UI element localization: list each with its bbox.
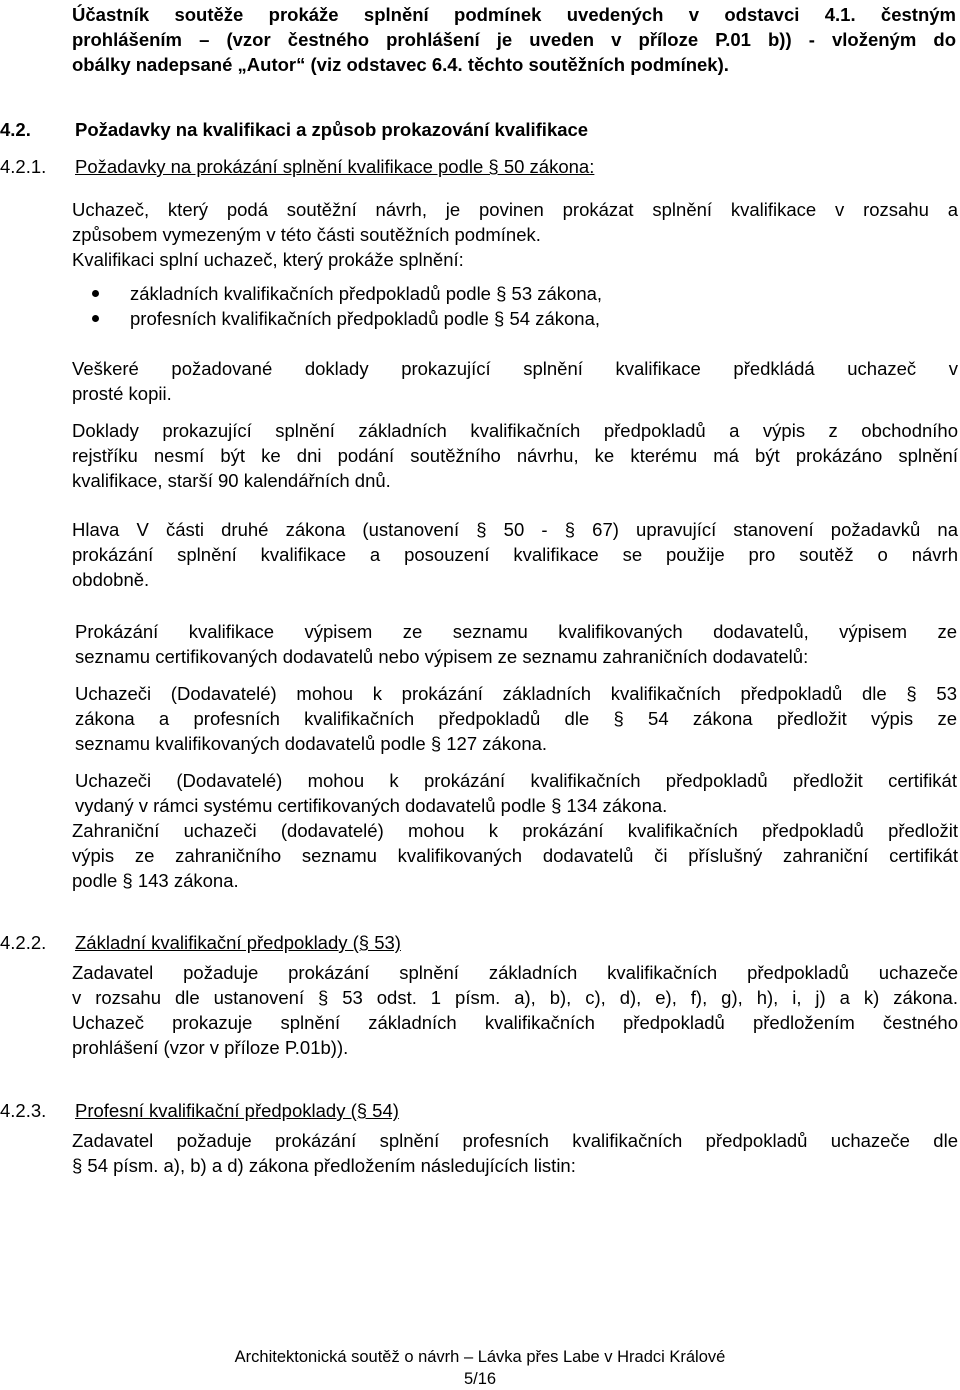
- text-line: Zadavatel požaduje prokázání splnění základních kvalifikačních předpokladů uchazeče: [72, 962, 958, 983]
- list-item-text: profesních kvalifikačních předpokladů podle § 54 zákona,: [130, 308, 600, 329]
- text-line: rejstříku nesmí být ke dni podání soutěžního návrhu, ke kterému má být prokázáno splnění: [72, 445, 958, 466]
- section-title: Základní kvalifikační předpoklady (§ 53): [75, 932, 401, 953]
- text-line: Prokázání kvalifikace výpisem ze seznamu kvalifikovaných dodavatelů, výpisem ze: [75, 621, 957, 642]
- text-line: Zadavatel požaduje prokázání splnění profesních kvalifikačních předpokladů uchazeče dle: [72, 1130, 958, 1151]
- list-item: [0, 306, 900, 331]
- intro-paragraph: [72, 2, 956, 77]
- intro-line-3: obálky nadepsané „Autor“ (viz odstavec 6.4. těchto soutěžních podmínek).: [72, 54, 729, 75]
- section-number: 4.2.3.: [0, 1100, 47, 1121]
- text-line: podle § 143 zákona.: [72, 870, 239, 891]
- text-line: prohlášení (vzor v příloze P.01b)).: [72, 1037, 349, 1058]
- text-line: § 54 písm. a), b) a d) zákona předložením následujících listin:: [72, 1155, 576, 1176]
- section-title: Požadavky na prokázání splnění kvalifikace podle § 50 zákona:: [75, 156, 595, 177]
- paragraph-list-proofs: [75, 619, 957, 669]
- text-line: způsobem vymezeným v této části soutěžních podmínek.: [72, 224, 541, 245]
- section-number: 4.2.: [0, 119, 31, 140]
- text-line: zákona a profesních kvalifikačních předpokladů dle § 54 zákona předložit výpis ze: [75, 708, 957, 729]
- text-line: Hlava V části druhé zákona (ustanovení § 50 - § 67) upravující stanovení požadavků na: [72, 519, 958, 540]
- text-line: prosté kopii.: [72, 383, 172, 404]
- text-line: Doklady prokazující splnění základních kvalifikačních předpokladů a výpis z obchodního: [72, 420, 958, 441]
- paragraph-copies: [72, 356, 958, 406]
- text-line: Uchazeč prokazuje splnění základních kvalifikačních předpokladů předložením čestného: [72, 1012, 958, 1033]
- bullet-icon: [92, 315, 99, 322]
- paragraph-certificate: [75, 768, 957, 818]
- section-number: 4.2.2.: [0, 932, 47, 953]
- text-line: kvalifikace, starší 90 kalendářních dnů.: [72, 470, 391, 491]
- paragraph-foreign-suppliers: [72, 818, 958, 893]
- text-line: Uchazeč, který podá soutěžní návrh, je povinen prokázat splnění kvalifikace v rozsahu a: [72, 199, 958, 220]
- section-number: 4.2.1.: [0, 156, 47, 177]
- text-line: seznamu certifikovaných dodavatelů nebo výpisem ze seznamu zahraničních dodavatelů:: [75, 646, 809, 667]
- paragraph-documents-age: [72, 418, 958, 493]
- paragraph-professional-qualification: [72, 1128, 958, 1178]
- paragraph-requirements: [72, 197, 958, 272]
- paragraph-basic-qualification: [72, 960, 958, 1060]
- paragraph-hlava-v: [72, 517, 958, 592]
- bullet-icon: [92, 290, 99, 297]
- text-line: Uchazeči (Dodavatelé) mohou k prokázání základních kvalifikačních předpokladů dle § 53: [75, 683, 957, 704]
- text-line: vydaný v rámci systému certifikovaných dodavatelů podle § 134 zákona.: [75, 795, 668, 816]
- text-line: Zahraniční uchazeči (dodavatelé) mohou k prokázání kvalifikačních předpokladů předložit: [72, 820, 958, 841]
- text-line: výpis ze zahraničního seznamu kvalifikovaných dodavatelů či příslušný zahraniční certifikát: [72, 845, 958, 866]
- intro-line-2: prohlášením – (vzor čestného prohlášení je uveden v příloze P.01 b)) - vloženým do: [72, 29, 956, 50]
- text-line: Kvalifikaci splní uchazeč, který prokáže splnění:: [72, 249, 464, 270]
- section-title: Požadavky na kvalifikaci a způsob prokazování kvalifikace: [75, 119, 589, 140]
- text-line: seznamu kvalifikovaných dodavatelů podle § 127 zákona.: [75, 733, 548, 754]
- text-line: Uchazeči (Dodavatelé) mohou k prokázání kvalifikačních předpokladů předložit certifikát: [75, 770, 957, 791]
- text-line: obdobně.: [72, 569, 150, 590]
- section-title: Profesní kvalifikační předpoklady (§ 54): [75, 1100, 399, 1121]
- footer-title: Architektonická soutěž o návrh – Lávka přes Labe v Hradci Králové: [234, 1348, 726, 1366]
- list-item-text: základních kvalifikačních předpokladů podle § 53 zákona,: [130, 283, 603, 304]
- text-line: Veškeré požadované doklady prokazující splnění kvalifikace předkládá uchazeč v: [72, 358, 958, 379]
- text-line: v rozsahu dle ustanovení § 53 odst. 1 písm. a), b), c), d), e), f), g), h), i, j) a k) zákona.: [72, 987, 958, 1008]
- text-line: prokázání splnění kvalifikace a posouzení kvalifikace se použije pro soutěž o návrh: [72, 544, 958, 565]
- list-item: [0, 281, 900, 306]
- intro-line-1: Účastník soutěže prokáže splnění podmínek uvedených v odstavci 4.1. čestným: [72, 4, 956, 25]
- page-number: 5/16: [463, 1370, 497, 1388]
- paragraph-qualified-suppliers: [75, 681, 957, 756]
